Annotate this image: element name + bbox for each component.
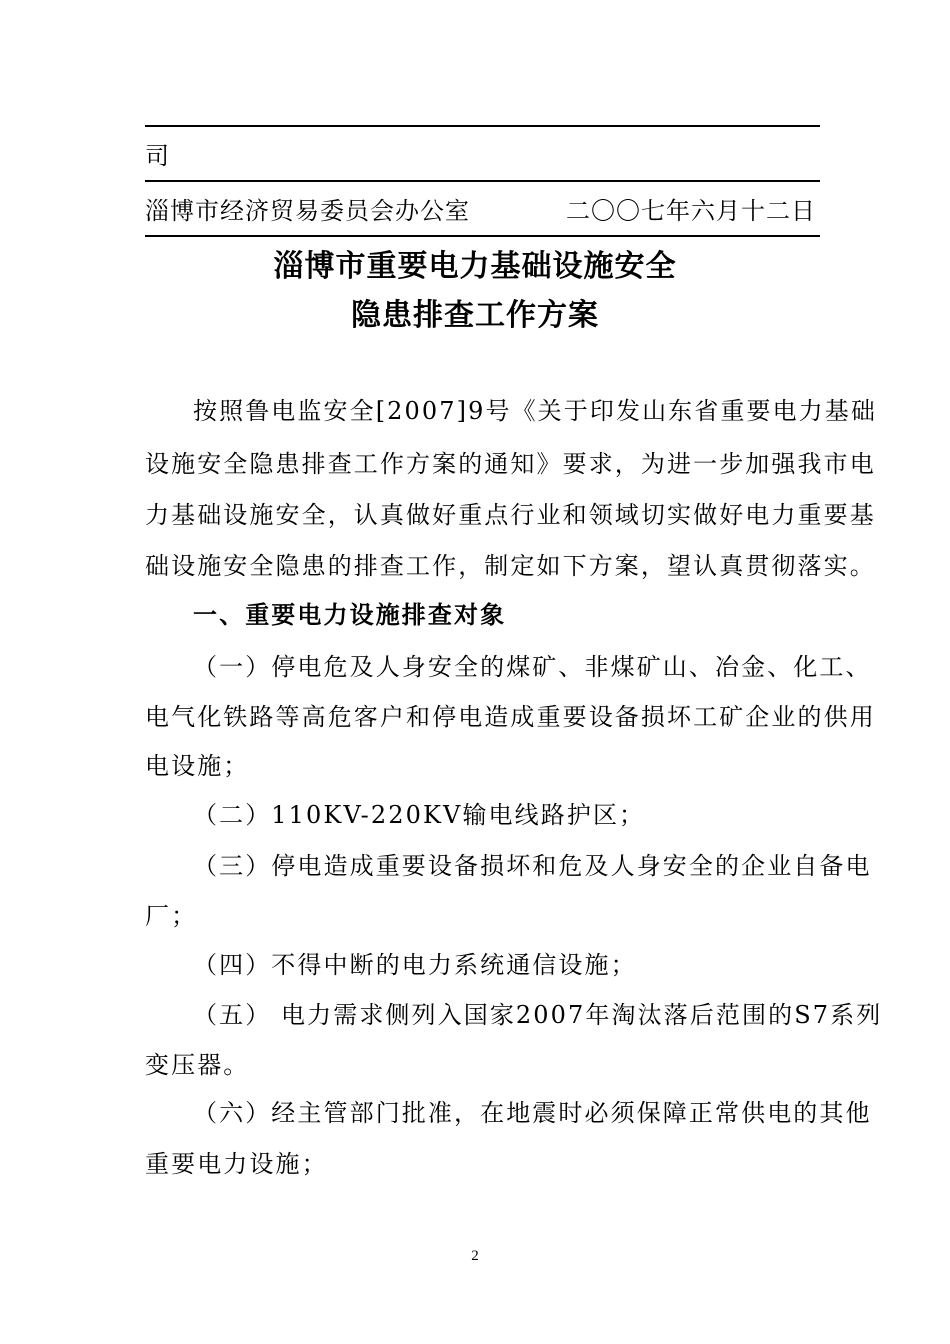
document-title-line-2: 隐患排查工作方案 [351, 298, 599, 333]
item-1-line-1: （一）停电危及人身安全的煤矿、非煤矿山、冶金、化工、 [193, 653, 872, 681]
intro-line-3: 力基础设施安全，认真做好重点行业和领域切实做好电力重要基 [145, 501, 876, 529]
issue-date: 二〇〇七年六月十二日 [566, 197, 816, 225]
intro-line-2: 设施安全隐患排查工作方案的通知》要求，为进一步加强我市电 [145, 450, 876, 478]
intro-line-1: 按照鲁电监安全[2007]9号《关于印发山东省重要电力基础 [193, 397, 877, 425]
item-5-line-1: （五） 电力需求侧列入国家2007年淘汰落后范围的S7系列 [193, 1001, 883, 1029]
section-heading: 一、重要电力设施排查对象 [193, 601, 507, 629]
header-rule-top [145, 125, 820, 127]
item-3-line-2: 厂； [145, 902, 198, 930]
intro-line-4: 础设施安全隐患的排查工作，制定如下方案，望认真贯彻落实。 [145, 552, 876, 580]
page-number: 2 [471, 1248, 479, 1264]
document-title-line-1: 淄博市重要电力基础设施安全 [273, 249, 677, 284]
item-2-line-1: （二）110KV-220KV输电线路护区； [193, 801, 646, 829]
item-5-line-2: 变压器。 [145, 1051, 250, 1079]
issuer-name: 淄博市经济贸易委员会办公室 [145, 197, 470, 225]
item-4-line-1: （四）不得中断的电力系统通信设施； [193, 951, 637, 979]
item-1-line-3: 电设施； [145, 752, 250, 780]
header-rule-bottom [145, 235, 820, 237]
cc-continuation: 司 [145, 142, 172, 170]
item-6-line-2: 重要电力设施； [145, 1150, 328, 1178]
item-1-line-2: 电气化铁路等高危客户和停电造成重要设备损坏工矿企业的供用 [145, 703, 876, 731]
item-6-line-1: （六）经主管部门批准，在地震时必须保障正常供电的其他 [193, 1099, 872, 1127]
header-rule-middle [145, 180, 820, 182]
item-3-line-1: （三）停电造成重要设备损坏和危及人身安全的企业自备电 [193, 852, 872, 880]
